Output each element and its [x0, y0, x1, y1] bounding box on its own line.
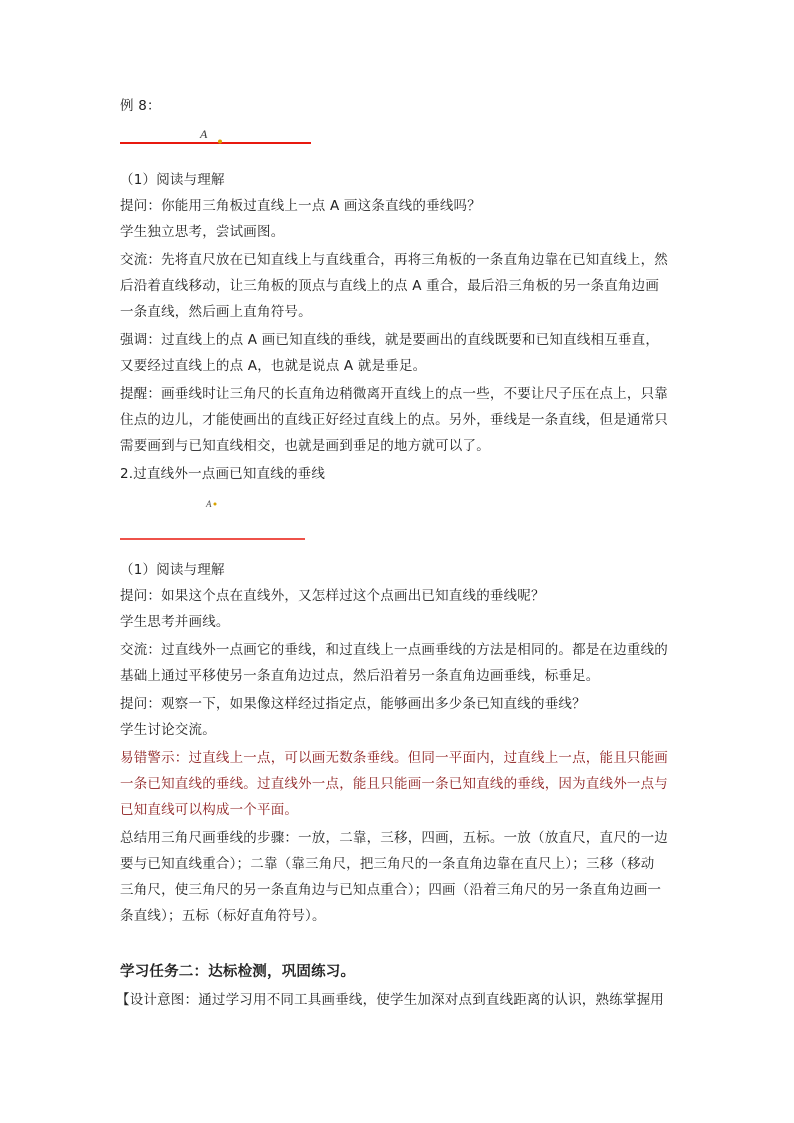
task2-design-intent: 【设计意图：通过学习用不同工具画垂线，使学生加深对点到直线距离的认识，熟练掌握用	[116, 992, 664, 1008]
part2-heading: （1）阅读与理解	[120, 562, 225, 578]
warning-line-3: 已知直线可以构成一个平面。	[120, 802, 299, 818]
part1-exchange-line-2: 后沿着直线移动，让三角板的顶点与直线上的点 A 重合，最后沿三角板的另一条直角边画	[120, 278, 660, 294]
part1-student: 学生独立思考，尝试画图。	[120, 224, 285, 240]
point-a-label: A	[200, 127, 208, 141]
part2-discuss: 学生讨论交流。	[120, 722, 216, 738]
part1-heading: （1）阅读与理解	[120, 172, 225, 188]
part1-reminder-line-1: 提醒：画垂线时让三角尺的长直角边稍微离开直线上的点一些，不要让尺子压在点上，只靠	[120, 386, 668, 402]
summary-line-1: 总结用三角尺画垂线的步骤：一放，二靠，三移，四画，五标。一放（放直尺，直尺的一边	[120, 830, 668, 846]
part1-emphasis-line-1: 强调：过直线上的点 A 画已知直线的垂线，就是要画出的直线既要和已知直线相互垂直，	[120, 332, 660, 348]
part1-reminder-line-3: 需要画到与已知直线相交，也就是画到垂足的地方就可以了。	[120, 438, 490, 454]
summary-line-2: 要与已知直线重合）；二靠（靠三角尺，把三角尺的一条直角边靠在直尺上）；三移（移动	[120, 856, 655, 872]
figure-point-on-line	[118, 126, 318, 148]
part2-question: 提问：如果这个点在直线外，又怎样过这个点画出已知直线的垂线呢？	[120, 588, 545, 604]
point-a-marker	[214, 503, 217, 506]
part2-exchange-line-2: 基础上通过平移使另一条直角边过点，然后沿着另一条直角边画垂线，标垂足。	[120, 668, 600, 684]
summary-line-4: 条直线）；五标（标好直角符号）。	[120, 908, 326, 924]
part1-question: 提问：你能用三角板过直线上一点 A 画这条直线的垂线吗？	[120, 198, 481, 214]
warning-line-1: 易错警示：过直线上一点，可以画无数条垂线。但同一平面内，过直线上一点，能且只能画	[120, 750, 668, 766]
warning-line-2: 一条已知直线的垂线。过直线外一点，能且只能画一条已知直线的垂线，因为直线外一点与	[120, 776, 668, 792]
part1-reminder-line-2: 住点的边儿，才能使画出的直线正好经过直线上的点。另外，垂线是一条直线，但是通常只	[120, 412, 668, 428]
figure-point-off-line	[118, 494, 318, 546]
part2-exchange-line-1: 交流：过直线外一点画它的垂线，和过直线上一点画垂线的方法是相同的。都是在边重线的	[120, 642, 668, 658]
point-a-label: A	[206, 499, 212, 509]
summary-line-3: 三角尺，使三角尺的另一条直角边与已知点重合）；四画（沿着三角尺的另一条直角边画一	[120, 882, 662, 898]
part2-student: 学生思考并画线。	[120, 614, 230, 630]
point-a-marker	[218, 140, 222, 144]
task2-title: 学习任务二：达标检测，巩固练习。	[120, 964, 356, 980]
part1-emphasis-line-2: 又要经过直线上的点 A，也就是说点 A 就是垂足。	[120, 358, 427, 374]
part1-exchange-line-3: 一条直线，然后画上直角符号。	[120, 304, 312, 320]
part2-question2: 提问：观察一下，如果像这样经过指定点，能够画出多少条已知直线的垂线？	[120, 696, 586, 712]
example-label: 例 8：	[120, 98, 161, 114]
section2-title: 2.过直线外一点画已知直线的垂线	[120, 466, 326, 482]
part1-exchange-line-1: 交流：先将直尺放在已知直线上与直线重合，再将三角板的一条直角边靠在已知直线上，然	[120, 252, 668, 268]
